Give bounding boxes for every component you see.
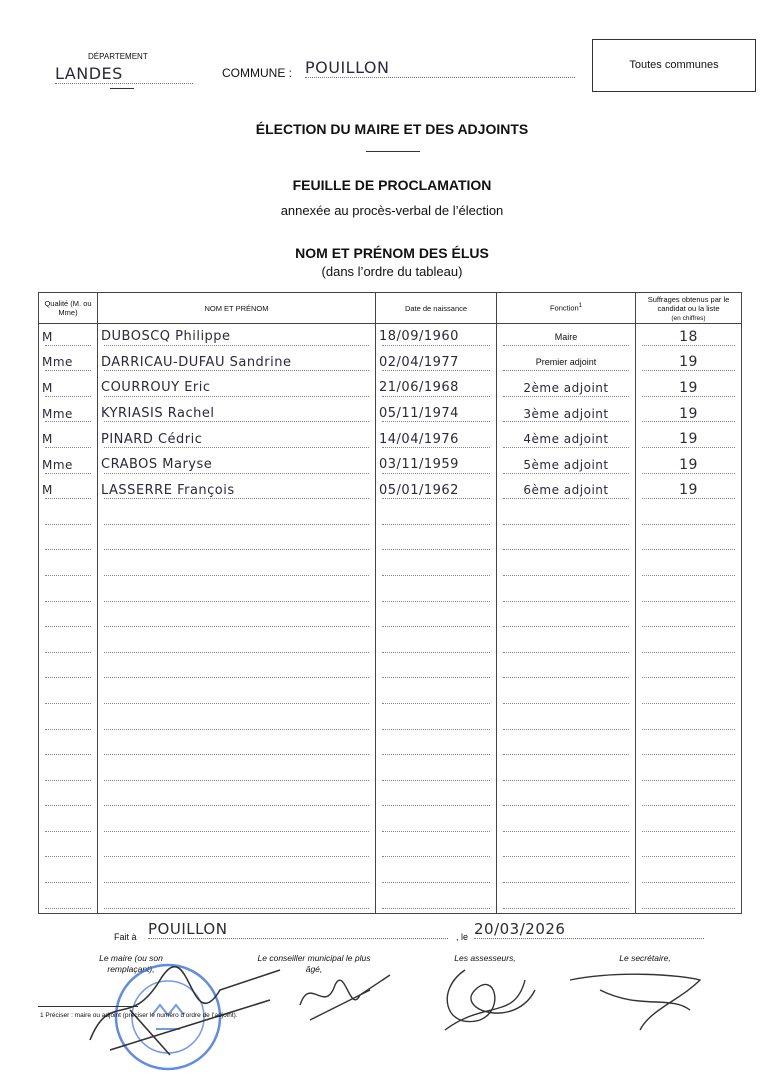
cell-fonction xyxy=(497,554,636,580)
names-subheading: (dans l’ordre du tableau) xyxy=(321,264,463,279)
cell-suffrages xyxy=(636,734,742,760)
cell-naissance xyxy=(376,631,497,657)
fait-a-label: Fait à xyxy=(114,932,137,942)
cell-qualite xyxy=(39,861,98,887)
cell-qualite: M xyxy=(39,478,98,504)
header-fonction xyxy=(497,293,636,324)
commune-value: POUILLON xyxy=(305,58,575,78)
signature-conseiller xyxy=(290,965,400,1025)
cell-nom: DUBOSCQ Philippe xyxy=(98,324,376,350)
cell-naissance xyxy=(376,810,497,836)
table-row-empty xyxy=(39,606,742,632)
toutes-communes-text: Toutes communes xyxy=(629,59,719,71)
table-row xyxy=(39,350,742,376)
cell-suffrages: 19 xyxy=(636,350,742,376)
cell-qualite: Mme xyxy=(39,452,98,478)
cell-naissance xyxy=(376,529,497,555)
cell-qualite xyxy=(39,529,98,555)
table-row-empty xyxy=(39,887,742,913)
cell-nom xyxy=(98,580,376,606)
toutes-communes-box xyxy=(592,39,756,92)
table-row-empty xyxy=(39,861,742,887)
cell-naissance xyxy=(376,606,497,632)
cell-fonction: Premier adjoint xyxy=(497,350,636,376)
cell-nom xyxy=(98,734,376,760)
cell-suffrages xyxy=(636,861,742,887)
cell-fonction: 2ème adjoint xyxy=(497,375,636,401)
cell-fonction: 6ème adjoint xyxy=(497,478,636,504)
cell-qualite: M xyxy=(39,426,98,452)
cell-nom xyxy=(98,887,376,913)
sheet-title: FEUILLE DE PROCLAMATION xyxy=(292,177,492,193)
table-row-empty xyxy=(39,631,742,657)
cell-suffrages: 19 xyxy=(636,401,742,427)
cell-fonction: Maire xyxy=(497,324,636,350)
table-header-row xyxy=(39,293,742,324)
signature-assesseurs xyxy=(425,960,545,1040)
cell-fonction: 4ème adjoint xyxy=(497,426,636,452)
cell-nom xyxy=(98,657,376,683)
cell-qualite xyxy=(39,682,98,708)
fait-a-value: POUILLON xyxy=(148,920,448,939)
table-row-empty xyxy=(39,708,742,734)
cell-fonction xyxy=(497,887,636,913)
main-title: ÉLECTION DU MAIRE ET DES ADJOINTS xyxy=(255,121,529,137)
title-divider xyxy=(366,151,420,152)
cell-fonction xyxy=(497,734,636,760)
cell-naissance xyxy=(376,836,497,862)
cell-fonction xyxy=(497,631,636,657)
cell-qualite xyxy=(39,785,98,811)
cell-fonction xyxy=(497,657,636,683)
header-nom: NOM ET PRÉNOM xyxy=(98,293,376,324)
cell-nom xyxy=(98,759,376,785)
cell-qualite xyxy=(39,734,98,760)
cell-naissance xyxy=(376,554,497,580)
cell-naissance xyxy=(376,682,497,708)
cell-nom xyxy=(98,529,376,555)
cell-nom xyxy=(98,708,376,734)
table-row-empty xyxy=(39,682,742,708)
cell-suffrages: 19 xyxy=(636,375,742,401)
cell-naissance xyxy=(376,734,497,760)
cell-suffrages xyxy=(636,503,742,529)
cell-suffrages xyxy=(636,606,742,632)
cell-qualite xyxy=(39,503,98,529)
cell-naissance: 18/09/1960 xyxy=(376,324,497,350)
cell-suffrages xyxy=(636,708,742,734)
cell-fonction xyxy=(497,529,636,555)
cell-qualite xyxy=(39,657,98,683)
cell-fonction xyxy=(497,836,636,862)
table-row xyxy=(39,375,742,401)
cell-qualite xyxy=(39,810,98,836)
cell-fonction: 5ème adjoint xyxy=(497,452,636,478)
table-row-empty xyxy=(39,529,742,555)
cell-suffrages xyxy=(636,810,742,836)
table-row-empty xyxy=(39,759,742,785)
cell-qualite xyxy=(39,759,98,785)
table-row-empty xyxy=(39,810,742,836)
cell-qualite: M xyxy=(39,375,98,401)
table-row xyxy=(39,478,742,504)
cell-fonction: 3ème adjoint xyxy=(497,401,636,427)
cell-nom: PINARD Cédric xyxy=(98,426,376,452)
cell-nom: COURROUY Eric xyxy=(98,375,376,401)
cell-fonction xyxy=(497,861,636,887)
header-qualite: Qualité (M. ou Mme) xyxy=(39,293,98,324)
header-fonction-label: Fonction xyxy=(549,303,579,313)
header-suffrages xyxy=(636,293,742,324)
cell-naissance xyxy=(376,887,497,913)
cell-naissance xyxy=(376,708,497,734)
cell-qualite: Mme xyxy=(39,350,98,376)
signature-secretaire xyxy=(560,960,720,1040)
footnote: 1 Préciser : maire ou adjoint (préciser le numéro d’ordre de l’adjoint). xyxy=(40,1012,238,1019)
annex-subtitle: annexée au procès-verbal de l’élection xyxy=(280,203,504,218)
cell-suffrages xyxy=(636,836,742,862)
cell-qualite xyxy=(39,708,98,734)
cell-naissance: 14/04/1976 xyxy=(376,426,497,452)
cell-naissance xyxy=(376,580,497,606)
cell-suffrages xyxy=(636,529,742,555)
cell-qualite xyxy=(39,606,98,632)
cell-qualite xyxy=(39,554,98,580)
cell-naissance: 21/06/1968 xyxy=(376,375,497,401)
cell-suffrages xyxy=(636,631,742,657)
cell-fonction xyxy=(497,606,636,632)
cell-naissance xyxy=(376,759,497,785)
cell-naissance: 05/11/1974 xyxy=(376,401,497,427)
cell-nom: CRABOS Maryse xyxy=(98,452,376,478)
table-row xyxy=(39,324,742,350)
cell-fonction xyxy=(497,682,636,708)
cell-suffrages: 19 xyxy=(636,426,742,452)
table-row-empty xyxy=(39,554,742,580)
cell-qualite xyxy=(39,887,98,913)
cell-fonction xyxy=(497,503,636,529)
cell-nom: LASSERRE François xyxy=(98,478,376,504)
cell-suffrages xyxy=(636,785,742,811)
cell-naissance: 02/04/1977 xyxy=(376,350,497,376)
cell-suffrages xyxy=(636,554,742,580)
cell-qualite xyxy=(39,631,98,657)
header-fonction-note: 1 xyxy=(578,303,583,310)
header-suffrages-sub: (en chiffres) xyxy=(671,314,706,322)
cell-qualite: M xyxy=(39,324,98,350)
cell-nom xyxy=(98,606,376,632)
cell-suffrages xyxy=(636,887,742,913)
cell-naissance xyxy=(376,785,497,811)
cell-suffrages xyxy=(636,580,742,606)
cell-naissance xyxy=(376,503,497,529)
cell-fonction xyxy=(497,759,636,785)
cell-nom xyxy=(98,785,376,811)
cell-naissance xyxy=(376,657,497,683)
signature-maire xyxy=(70,960,290,1060)
names-heading: NOM ET PRÉNOM DES ÉLUS xyxy=(295,245,489,261)
departement-divider xyxy=(110,88,134,89)
cell-nom xyxy=(98,682,376,708)
cell-naissance: 03/11/1959 xyxy=(376,452,497,478)
cell-suffrages: 19 xyxy=(636,452,742,478)
cell-nom: DARRICAU-DUFAU Sandrine xyxy=(98,350,376,376)
cell-qualite: Mme xyxy=(39,401,98,427)
cell-nom xyxy=(98,810,376,836)
table-row-empty xyxy=(39,580,742,606)
cell-naissance xyxy=(376,861,497,887)
table-row-empty xyxy=(39,657,742,683)
date-label: , le xyxy=(456,932,469,942)
cell-nom xyxy=(98,554,376,580)
cell-suffrages xyxy=(636,759,742,785)
table-row xyxy=(39,426,742,452)
cell-suffrages: 19 xyxy=(636,478,742,504)
cell-qualite xyxy=(39,836,98,862)
table-row-empty xyxy=(39,734,742,760)
table-row-empty xyxy=(39,785,742,811)
cell-suffrages xyxy=(636,682,742,708)
cell-nom xyxy=(98,631,376,657)
cell-nom xyxy=(98,503,376,529)
cell-fonction xyxy=(497,810,636,836)
footnote-rule xyxy=(38,1006,138,1007)
cell-fonction xyxy=(497,785,636,811)
cell-fonction xyxy=(497,580,636,606)
cell-suffrages: 18 xyxy=(636,324,742,350)
table-row-empty xyxy=(39,836,742,862)
signature-secretaire-label: Le secrétaire, xyxy=(619,953,671,963)
signature-maire-label: Le maire (ou son remplaçant), xyxy=(99,953,163,974)
header-suffrages-label: Suffrages obtenus par le candidat ou la liste xyxy=(647,294,730,313)
table-row xyxy=(39,452,742,478)
signature-assesseurs-label: Les assesseurs, xyxy=(454,953,516,963)
date-value: 20/03/2026 xyxy=(474,920,704,939)
cell-nom: KYRIASIS Rachel xyxy=(98,401,376,427)
signature-conseiller-label: Le conseiller municipal le plus âgé, xyxy=(257,953,371,974)
table-row-empty xyxy=(39,503,742,529)
header-naissance: Date de naissance xyxy=(376,293,497,324)
cell-nom xyxy=(98,836,376,862)
cell-nom xyxy=(98,861,376,887)
elected-officials-table xyxy=(38,292,742,914)
cell-naissance: 05/01/1962 xyxy=(376,478,497,504)
cell-suffrages xyxy=(636,657,742,683)
cell-fonction xyxy=(497,708,636,734)
commune-label: COMMUNE : xyxy=(222,66,292,80)
departement-value: LANDES xyxy=(55,64,193,84)
table-row xyxy=(39,401,742,427)
departement-label: DÉPARTEMENT xyxy=(88,52,148,61)
cell-qualite xyxy=(39,580,98,606)
